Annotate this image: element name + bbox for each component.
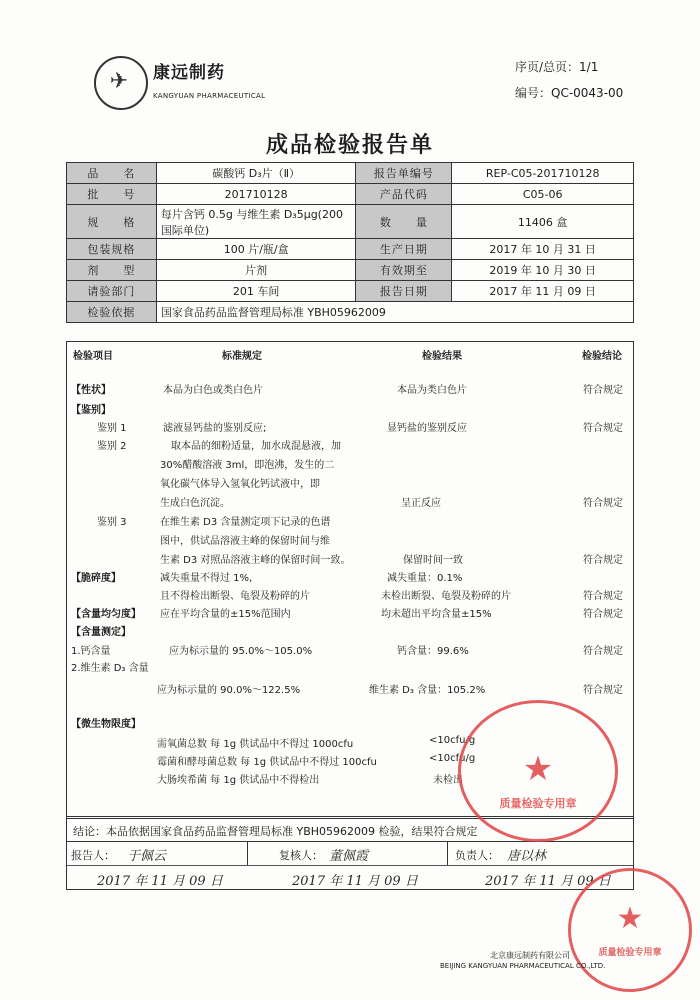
star-icon: ★: [522, 749, 554, 789]
column-conclusion-header: 检验结论: [582, 351, 622, 362]
product-label: 品 名: [67, 163, 157, 184]
reviewer-label: 复核人：: [279, 849, 323, 862]
micro-aerobic-result: <10cfu/g: [429, 735, 476, 746]
divider: [447, 841, 448, 865]
microbial-header: 【微生物限度】: [71, 719, 141, 730]
identification-header: 【鉴别】: [71, 405, 111, 416]
calcium-conclusion: 符合规定: [583, 646, 623, 657]
uniformity-conclusion: 符合规定: [583, 609, 623, 620]
divider: [247, 841, 248, 865]
ident2-standard-line2: 30%醋酸溶液 3ml，即泡沸，发生的二: [160, 460, 335, 471]
calcium-item: 1.钙含量: [71, 646, 111, 657]
ident3-standard-line1: 在维生素 D3 含量测定项下记录的色谱: [160, 517, 331, 528]
reporter-signature: 于佩云: [127, 849, 167, 864]
ident3-standard-line2: 图中，供试品溶液主峰的保留时间与维: [160, 536, 330, 547]
star-icon: ★: [616, 901, 644, 936]
vitamin-d3-conclusion: 符合规定: [583, 685, 623, 696]
company-stamp: [568, 868, 692, 992]
friability-result-line1: 减失重量：0.1%: [387, 573, 463, 584]
dept-label: 请验部门: [67, 281, 157, 302]
reporter-label: 报告人：: [71, 849, 115, 862]
ident3-conclusion: 符合规定: [583, 555, 623, 566]
product-code-value: C05-06: [452, 184, 634, 205]
conclusion-text: 结论：本品依据国家食品药品监督管理局标准 YBH05962009 检验，结果符合规定: [73, 825, 478, 838]
ident2-standard-line1: 取本品的细粉适量，加水成混悬液，加: [171, 441, 341, 452]
owner-signature: 唐以林: [507, 849, 547, 864]
uniformity-result: 均未超出平均含量±15%: [381, 609, 492, 620]
company-name-en: KANGYUAN PHARMACEUTICAL: [153, 92, 266, 100]
inspection-stamp: [458, 700, 618, 842]
friability-conclusion: 符合规定: [583, 591, 623, 602]
column-standard-header: 标准规定: [222, 351, 262, 362]
ident3-result: 保留时间一致: [403, 555, 463, 566]
friability-standard-line2: 且不得检出断裂、龟裂及粉碎的片: [160, 591, 310, 602]
micro-yeast-standard: 霉菌和酵母菌总数 每 1g 供试品中不得过 100cfu: [157, 757, 377, 768]
micro-aerobic-standard: 需氧菌总数 每 1g 供试品中不得过 1000cfu: [157, 739, 354, 750]
divider: [67, 865, 633, 866]
page-number: 序页/总页：1/1: [515, 60, 599, 74]
friability-result-line2: 未检出断裂、龟裂及粉碎的片: [381, 591, 511, 602]
friability-standard-line1: 减失重量不得过 1%,: [160, 573, 253, 584]
mfg-date-label: 生产日期: [356, 239, 452, 260]
owner-date: 2017 年 11 月 09 日: [485, 874, 611, 889]
ident2-result: 呈正反应: [401, 498, 441, 509]
basis-label: 检验依据: [67, 302, 157, 323]
calcium-standard: 应为标示量的 95.0%～105.0%: [169, 646, 313, 657]
report-no-value: REP-C05-201710128: [452, 163, 634, 184]
batch-value: 201710128: [156, 184, 356, 205]
micro-ecoli-standard: 大肠埃希菌 每 1g 供试品中不得检出: [157, 775, 320, 786]
appearance-result: 本品为类白色片: [397, 385, 467, 396]
ident2-standard-line3: 氧化碳气体导入氢氧化钙试液中，即: [160, 479, 320, 490]
reviewer-date: 2017 年 11 月 09 日: [292, 874, 418, 889]
column-item-header: 检验项目: [73, 351, 113, 362]
footer-company-en: BEIJING KANGYUAN PHARMACEUTICAL CO.,LTD.: [440, 962, 606, 970]
document-code: 编号：QC-0043-00: [515, 86, 624, 100]
reporter-date: 2017 年 11 月 09 日: [97, 874, 223, 889]
ident3-item: 鉴别 3: [97, 517, 127, 528]
appearance-standard: 本品为白色或类白色片: [163, 385, 263, 396]
appearance-item: 【性状】: [71, 385, 111, 396]
ident2-item: 鉴别 2: [97, 441, 127, 452]
expiry-value: 2019 年 10 月 30 日: [452, 260, 634, 281]
micro-yeast-result: <10cfu/g: [429, 753, 476, 764]
report-no-label: 报告单编号: [356, 163, 452, 184]
ident1-item: 鉴别 1: [97, 423, 127, 434]
vitamin-d3-standard: 应为标示量的 90.0%～122.5%: [157, 685, 301, 696]
mfg-date-value: 2017 年 10 月 31 日: [452, 239, 634, 260]
vitamin-d3-result: 维生素 D₃ 含量：105.2%: [369, 685, 486, 696]
uniformity-item: 【含量均匀度】: [71, 609, 141, 620]
report-date-label: 报告日期: [356, 281, 452, 302]
ident1-conclusion: 符合规定: [583, 423, 623, 434]
vitamin-d3-item: 2.维生素 D₃ 含量: [71, 663, 149, 674]
company-name: 康远制药: [153, 63, 225, 83]
ident2-standard-line4: 生成白色沉淀。: [160, 498, 230, 509]
uniformity-standard: 应在平均含量的±15%范围内: [160, 609, 291, 620]
quantity-value: 11406 盒: [452, 205, 634, 239]
expiry-label: 有效期至: [356, 260, 452, 281]
reviewer-signature: 董佩霞: [329, 849, 369, 864]
product-code-label: 产品代码: [356, 184, 452, 205]
spec-label: 规 格: [67, 205, 157, 239]
form-value: 片剂: [156, 260, 356, 281]
spec-value: 每片含钙 0.5g 与维生素 D₃5μg(200 国际单位): [156, 205, 356, 239]
ident1-standard: 滤液显钙盐的鉴别反应;: [163, 423, 267, 434]
product-value: 碳酸钙 D₃片（Ⅱ）: [156, 163, 356, 184]
company-logo: [94, 56, 148, 110]
footer-company-cn: 北京康远制药有限公司: [490, 951, 570, 960]
stamp-label: 质量检验专用章: [598, 948, 662, 958]
micro-ecoli-result: 未检出: [433, 775, 463, 786]
package-value: 100 片/瓶/盒: [156, 239, 356, 260]
form-label: 剂 型: [67, 260, 157, 281]
assay-header: 【含量测定】: [71, 627, 131, 638]
product-info-table: [66, 162, 634, 323]
stamp-label: 质量检验专用章: [499, 797, 577, 810]
document-title: 成品检验报告单: [265, 133, 434, 158]
ident3-standard-line3: 生素 D3 对照品溶液主峰的保留时间一致。: [160, 555, 351, 566]
ident2-conclusion: 符合规定: [583, 498, 623, 509]
report-date-value: 2017 年 11 月 09 日: [452, 281, 634, 302]
batch-label: 批 号: [67, 184, 157, 205]
crane-icon: ✈: [109, 69, 129, 94]
quantity-label: 数 量: [356, 205, 452, 239]
ident1-result: 显钙盐的鉴别反应: [387, 423, 467, 434]
owner-label: 负责人：: [455, 849, 499, 862]
appearance-conclusion: 符合规定: [583, 385, 623, 396]
calcium-result: 钙含量：99.6%: [397, 646, 469, 657]
column-result-header: 检验结果: [422, 351, 462, 362]
basis-value: 国家食品药品监督管理局标准 YBH05962009: [156, 302, 633, 323]
dept-value: 201 车间: [156, 281, 356, 302]
friability-item: 【脆碎度】: [71, 573, 121, 584]
package-label: 包装规格: [67, 239, 157, 260]
